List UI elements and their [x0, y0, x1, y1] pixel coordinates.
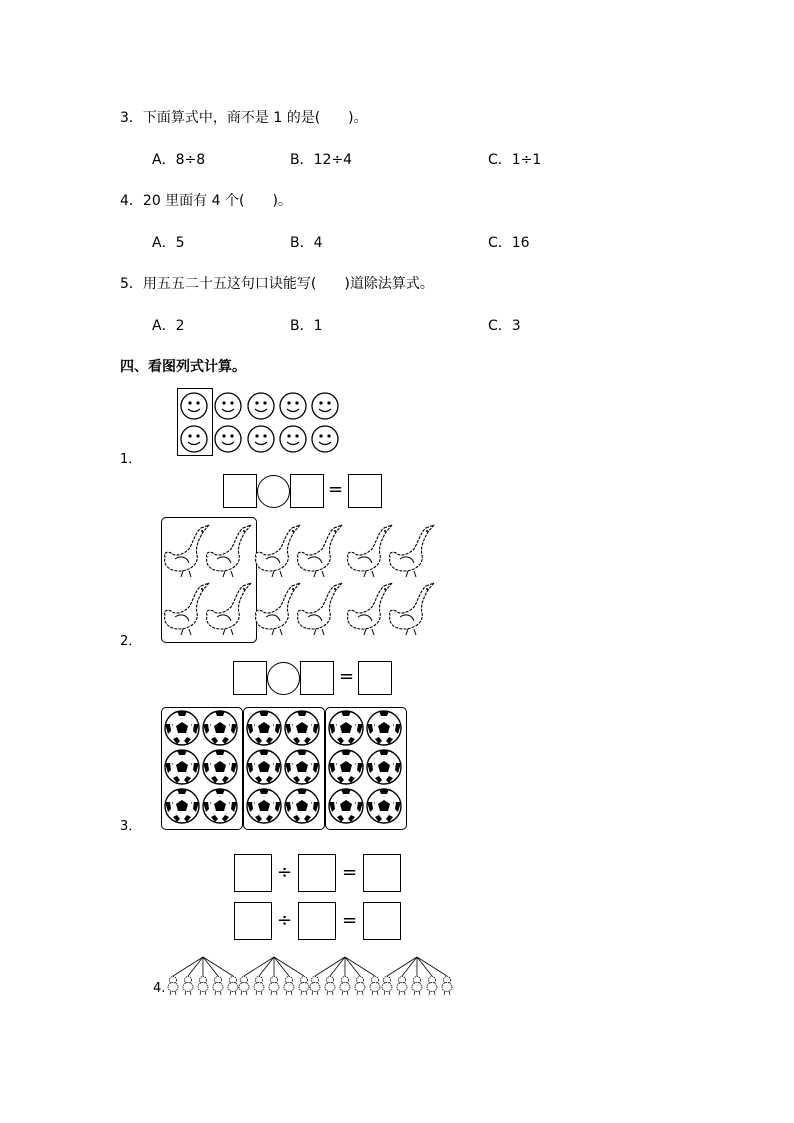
smiley-face-icon [215, 393, 241, 419]
chick-icon [427, 977, 437, 996]
problem-3-row-1-divide-sign: ÷ [277, 862, 293, 883]
smiley-face-icon [215, 426, 241, 452]
goose-icon [389, 525, 434, 577]
chick-icon [325, 977, 335, 996]
chick-icon [269, 977, 279, 996]
problem-1-operator-circle[interactable] [257, 475, 290, 508]
smiley-face-icon [248, 393, 274, 419]
problem-1-answer-box-3[interactable] [348, 474, 382, 508]
chick-icon [213, 977, 223, 996]
section-title: 四、看图列式计算。 [120, 359, 246, 375]
problem-3-row-2-answer-box-3[interactable] [363, 902, 401, 940]
chick-fan-group [168, 957, 238, 995]
goose-icon [347, 583, 392, 635]
problem-1-answer-box-2[interactable] [290, 474, 324, 508]
goose-icon [297, 583, 342, 635]
chick-icon [198, 977, 208, 996]
question-3-stem: 3．下面算式中，商不是 1 的是( )。 [120, 110, 368, 126]
chick-icon [382, 977, 392, 996]
chick-icon [168, 977, 178, 996]
problem-2-label: 2． [120, 634, 142, 649]
chick-icon [284, 977, 294, 996]
chick-icon [228, 977, 238, 996]
problem-2-answer-box-2[interactable] [300, 661, 334, 695]
problem-3-row-2-equals-sign: = [342, 910, 358, 931]
chick-icon [254, 977, 264, 996]
goose-icon [347, 525, 392, 577]
geese-group-frame [161, 517, 257, 643]
problem-3-row-1-answer-box-2[interactable] [298, 854, 336, 892]
problem-3-row-1-answer-box-3[interactable] [363, 854, 401, 892]
problem-2-answer-box-3[interactable] [358, 661, 392, 695]
problem-1-equals-sign: = [328, 479, 344, 500]
problem-2-equals-sign: = [339, 666, 355, 687]
ball-group-frame-2 [243, 707, 325, 830]
problem-1-answer-box-1[interactable] [223, 474, 257, 508]
problem-1-label: 1． [120, 452, 142, 467]
problem-3-row-2-divide-sign: ÷ [277, 910, 293, 931]
chick-icon [340, 977, 350, 996]
goose-icon [255, 525, 300, 577]
question-3-option-b[interactable]: B．12÷4 [290, 152, 353, 168]
smiley-face-icon [248, 426, 274, 452]
question-5-stem: 5．用五五二十五这句口诀能写( )道除法算式。 [120, 276, 434, 292]
chick-fan-group [382, 957, 452, 995]
problem-2-answer-box-1[interactable] [233, 661, 267, 695]
question-3-option-c[interactable]: C．1÷1 [488, 152, 542, 168]
question-4-option-b[interactable]: B．4 [290, 235, 323, 251]
smiley-face-icon [280, 393, 306, 419]
chick-icon [412, 977, 422, 996]
question-4-stem: 4．20 里面有 4 个( )。 [120, 193, 292, 209]
problem-3-row-2-answer-box-2[interactable] [298, 902, 336, 940]
problem-4-label: 4. [153, 981, 166, 996]
chick-icon [442, 977, 452, 996]
chick-icon [299, 977, 309, 996]
chick-icon [370, 977, 380, 996]
question-5-option-a[interactable]: A．2 [152, 318, 185, 334]
chick-icon [310, 977, 320, 996]
problem-3-row-2-answer-box-1[interactable] [234, 902, 272, 940]
chick-icon [397, 977, 407, 996]
question-4-option-c[interactable]: C．16 [488, 235, 530, 251]
question-5-option-b[interactable]: B．1 [290, 318, 323, 334]
smiley-face-icon [312, 426, 338, 452]
goose-icon [255, 583, 300, 635]
smiley-group-frame [177, 388, 213, 456]
problem-3-row-1-answer-box-1[interactable] [234, 854, 272, 892]
problem-3-row-1-equals-sign: = [342, 862, 358, 883]
ball-group-frame-1 [161, 707, 243, 830]
smiley-face-icon [280, 426, 306, 452]
question-5-option-c[interactable]: C．3 [488, 318, 521, 334]
goose-icon [297, 525, 342, 577]
goose-icon [389, 583, 434, 635]
chick-icon [239, 977, 249, 996]
chick-fan-group [310, 957, 380, 995]
chick-icon [183, 977, 193, 996]
question-4-option-a[interactable]: A．5 [152, 235, 185, 251]
smiley-face-icon [312, 393, 338, 419]
problem-3-label: 3． [120, 819, 142, 834]
ball-group-frame-3 [325, 707, 407, 830]
chick-fan-group [239, 957, 309, 995]
chick-icon [355, 977, 365, 996]
question-3-option-a[interactable]: A．8÷8 [152, 152, 206, 168]
problem-2-operator-circle[interactable] [267, 662, 300, 695]
